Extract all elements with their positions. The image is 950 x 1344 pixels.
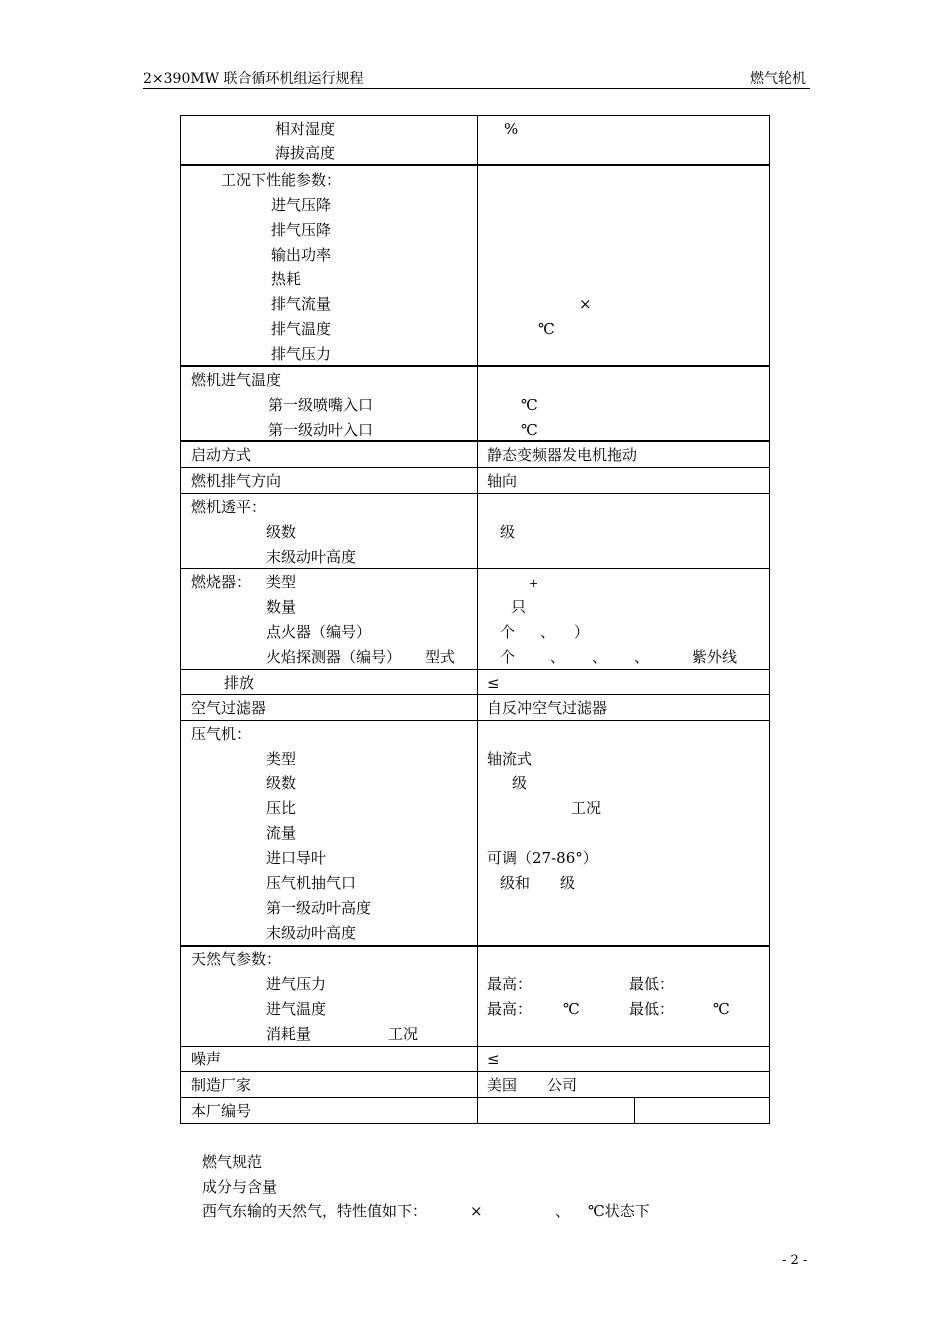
maker-label: 制造厂家 bbox=[191, 1076, 252, 1094]
burner-value: ） bbox=[574, 623, 590, 641]
maker-value-a: 美国 bbox=[487, 1076, 518, 1094]
air-filter-value: 自反冲空气过滤器 bbox=[487, 699, 608, 717]
turbine-stage-value: 级 bbox=[500, 523, 516, 541]
emission-value: ≤ bbox=[487, 674, 500, 692]
inlet-temp-value: ℃ bbox=[521, 421, 538, 439]
header-rule bbox=[143, 88, 810, 89]
noise-label: 噪声 bbox=[191, 1050, 222, 1068]
perf-item: 热耗 bbox=[271, 270, 302, 288]
row-line bbox=[180, 945, 770, 947]
exhaust-dir-label: 燃机排气方向 bbox=[191, 472, 282, 490]
row-line bbox=[180, 440, 770, 442]
noise-value: ≤ bbox=[487, 1050, 500, 1068]
start-label: 启动方式 bbox=[191, 446, 252, 464]
compressor-item: 压气机抽气口 bbox=[266, 874, 357, 892]
burner-item: 数量 bbox=[266, 598, 297, 616]
air-filter-label: 空气过滤器 bbox=[191, 699, 267, 717]
compressor-value: 级 bbox=[560, 874, 576, 892]
burner-value: 个 bbox=[500, 623, 516, 641]
row-line bbox=[180, 568, 770, 569]
gas-title: 天然气参数： bbox=[191, 950, 282, 968]
gas-min-label: 最低： bbox=[629, 975, 675, 993]
perf-item: 输出功率 bbox=[271, 246, 332, 264]
row-line bbox=[180, 365, 770, 367]
burner-value: + bbox=[529, 577, 539, 590]
row-line bbox=[180, 115, 770, 116]
gas-description: 西气东输的天然气，特性值如下： bbox=[202, 1202, 428, 1220]
row-line bbox=[180, 164, 770, 166]
gas-description-sym: ℃状态下 bbox=[588, 1202, 650, 1220]
gas-item: 进气压力 bbox=[266, 975, 327, 993]
burner-value: 、 bbox=[634, 648, 650, 666]
header-right: 燃气轮机 bbox=[750, 71, 806, 87]
row-line bbox=[180, 493, 770, 494]
compressor-title: 压气机： bbox=[191, 725, 252, 743]
row-line bbox=[180, 1123, 770, 1124]
burner-item: 点火器（编号） bbox=[266, 623, 372, 641]
row-line bbox=[180, 720, 770, 721]
gas-max-unit: ℃ bbox=[563, 1000, 580, 1018]
compressor-item: 第一级动叶高度 bbox=[266, 899, 372, 917]
compressor-value: 工况 bbox=[571, 799, 602, 817]
gas-min-unit: ℃ bbox=[713, 1000, 730, 1018]
compressor-value: 级 bbox=[512, 774, 528, 792]
burner-value: 、 bbox=[550, 648, 566, 666]
burner-value: 个 bbox=[500, 648, 516, 666]
gas-spec-heading: 燃气规范 bbox=[202, 1153, 263, 1171]
turbine-item: 级数 bbox=[266, 523, 297, 541]
compressor-item: 末级动叶高度 bbox=[266, 924, 357, 942]
inlet-temp-title: 燃机进气温度 bbox=[191, 371, 282, 389]
exhaust-dir-value: 轴向 bbox=[487, 472, 518, 490]
altitude-label: 海拔高度 bbox=[275, 144, 336, 162]
table-border-left bbox=[180, 115, 181, 1124]
compressor-value: 轴流式 bbox=[487, 750, 533, 768]
compressor-item: 流量 bbox=[266, 824, 297, 842]
start-value: 静态变频器发电机拖动 bbox=[487, 446, 638, 464]
inlet-temp-item: 第一级喷嘴入口 bbox=[268, 396, 374, 414]
burner-item: 类型 bbox=[266, 573, 297, 591]
humidity-label: 相对湿度 bbox=[275, 120, 336, 138]
gas-item: 工况 bbox=[388, 1025, 419, 1043]
inlet-temp-value: ℃ bbox=[521, 396, 538, 414]
inlet-temp-item: 第一级动叶入口 bbox=[268, 421, 374, 439]
gas-min-label: 最低： bbox=[629, 1000, 675, 1018]
composition-heading: 成分与含量 bbox=[202, 1178, 278, 1196]
compressor-item: 类型 bbox=[266, 750, 297, 768]
perf-item: 排气流量 bbox=[271, 295, 332, 313]
perf-flow-value: × bbox=[579, 295, 592, 313]
maker-value-b: 公司 bbox=[547, 1076, 578, 1094]
header-left: 2×390MW 联合循环机组运行规程 bbox=[143, 71, 364, 87]
table-divider bbox=[477, 115, 478, 1124]
row-line bbox=[180, 1097, 770, 1098]
burner-value: 只 bbox=[511, 598, 527, 616]
compressor-item: 级数 bbox=[266, 774, 297, 792]
perf-temp-value: ℃ bbox=[538, 320, 555, 338]
gas-max-label: 最高： bbox=[487, 975, 533, 993]
burner-title: 燃烧器： bbox=[191, 573, 252, 591]
gas-item: 消耗量 bbox=[266, 1025, 312, 1043]
row-line bbox=[180, 467, 770, 468]
burner-value: 、 bbox=[592, 648, 608, 666]
row-line bbox=[180, 1046, 770, 1047]
row-line bbox=[180, 694, 770, 695]
plant-no-label: 本厂编号 bbox=[191, 1102, 252, 1120]
perf-title: 工况下性能参数： bbox=[221, 171, 342, 189]
row-line bbox=[180, 669, 770, 670]
gas-description-sym: 、 bbox=[555, 1202, 571, 1220]
gas-description-sym: × bbox=[470, 1202, 483, 1220]
humidity-value: % bbox=[504, 120, 519, 138]
turbine-item: 末级动叶高度 bbox=[266, 548, 357, 566]
page-number: - 2 - bbox=[782, 1253, 808, 1268]
burner-item: 型式 bbox=[425, 648, 456, 666]
perf-item: 排气压降 bbox=[271, 221, 332, 239]
turbine-title: 燃机透平： bbox=[191, 498, 267, 516]
burner-value: 紫外线 bbox=[692, 648, 738, 666]
compressor-value: 级和 bbox=[500, 874, 531, 892]
perf-item: 排气温度 bbox=[271, 320, 332, 338]
compressor-item: 进口导叶 bbox=[266, 849, 327, 867]
row-line bbox=[180, 1071, 770, 1072]
gas-item: 进气温度 bbox=[266, 1000, 327, 1018]
burner-value: 、 bbox=[540, 623, 556, 641]
burner-item: 火焰探测器（编号） bbox=[266, 648, 402, 666]
perf-item: 进气压降 bbox=[271, 196, 332, 214]
table-border-right bbox=[769, 115, 770, 1124]
compressor-value: 可调（27-86°） bbox=[487, 849, 598, 867]
table-subdivider bbox=[634, 1098, 635, 1124]
gas-max-label: 最高： bbox=[487, 1000, 533, 1018]
emission-label: 排放 bbox=[224, 674, 255, 692]
perf-item: 排气压力 bbox=[271, 345, 332, 363]
compressor-item: 压比 bbox=[266, 799, 297, 817]
